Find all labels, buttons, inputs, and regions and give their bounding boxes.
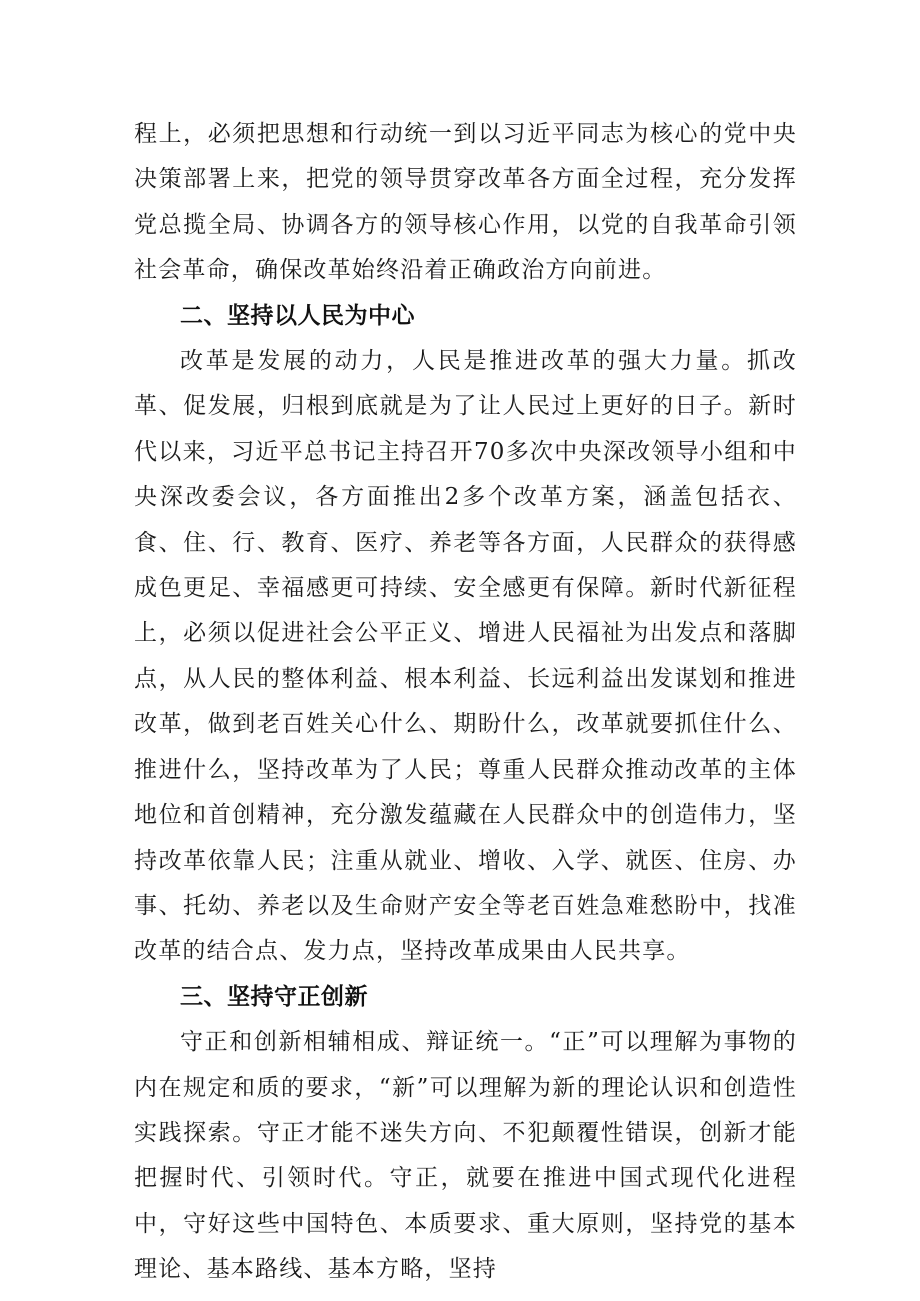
- section-heading-2: 二、坚持以人民为中心: [180, 302, 415, 329]
- paragraph-integrity-innovation: 守正和创新相辅相成、辩证统一。“正”可以理解为事物的内在规定和质的要求，“新”可以理解为新的理论认识和创造性实践探索。守正才能不迷失方向、不犯颠覆性错误，创新才能把握时代、引领时代。守正，就要在推进中国式现代化进程中，守好这些中国特色、本质要求、重大原则，坚持党的基本理论、基本路线、基本方略，坚持: [134, 1029, 797, 1283]
- section-heading-3: 三、坚持守正创新: [180, 983, 368, 1010]
- paragraph-continuation: 程上，必须把思想和行动统一到以习近平同志为核心的党中央决策部署上来，把党的领导贯穿改革各方面全过程，充分发挥党总揽全局、协调各方的领导核心作用，以党的自我革命引领社会革命，确保改革始终沿着正确政治方向前进。: [134, 121, 797, 284]
- document-body: [134, 112, 797, 1293]
- paragraph-people-centered: 改革是发展的动力，人民是推进改革的强大力量。抓改革、促发展，归根到底就是为了让人民过上更好的日子。新时代以来，习近平总书记主持召开70多次中央深改领导小组和中央深改委会议，各方面推出2多个改革方案，涵盖包括衣、食、住、行、教育、医疗、养老等各方面，人民群众的获得感成色更足、幸福感更可持续、安全感更有保障。新时代新征程上，必须以促进社会公平正义、增进人民福祉为出发点和落脚点，从人民的整体利益、根本利益、长远利益出发谋划和推进改革，做到老百姓关心什么、期盼什么，改革就要抓住什么、推进什么，坚持改革为了人民；尊重人民群众推动改革的主体地位和首创精神，充分激发蕴藏在人民群众中的创造伟力，坚持改革依靠人民；注重从就业、增收、入学、就医、住房、办事、托幼、养老以及生命财产安全等老百姓急难愁盼中，找准改革的结合点、发力点，坚持改革成果由人民共享。: [134, 348, 797, 965]
